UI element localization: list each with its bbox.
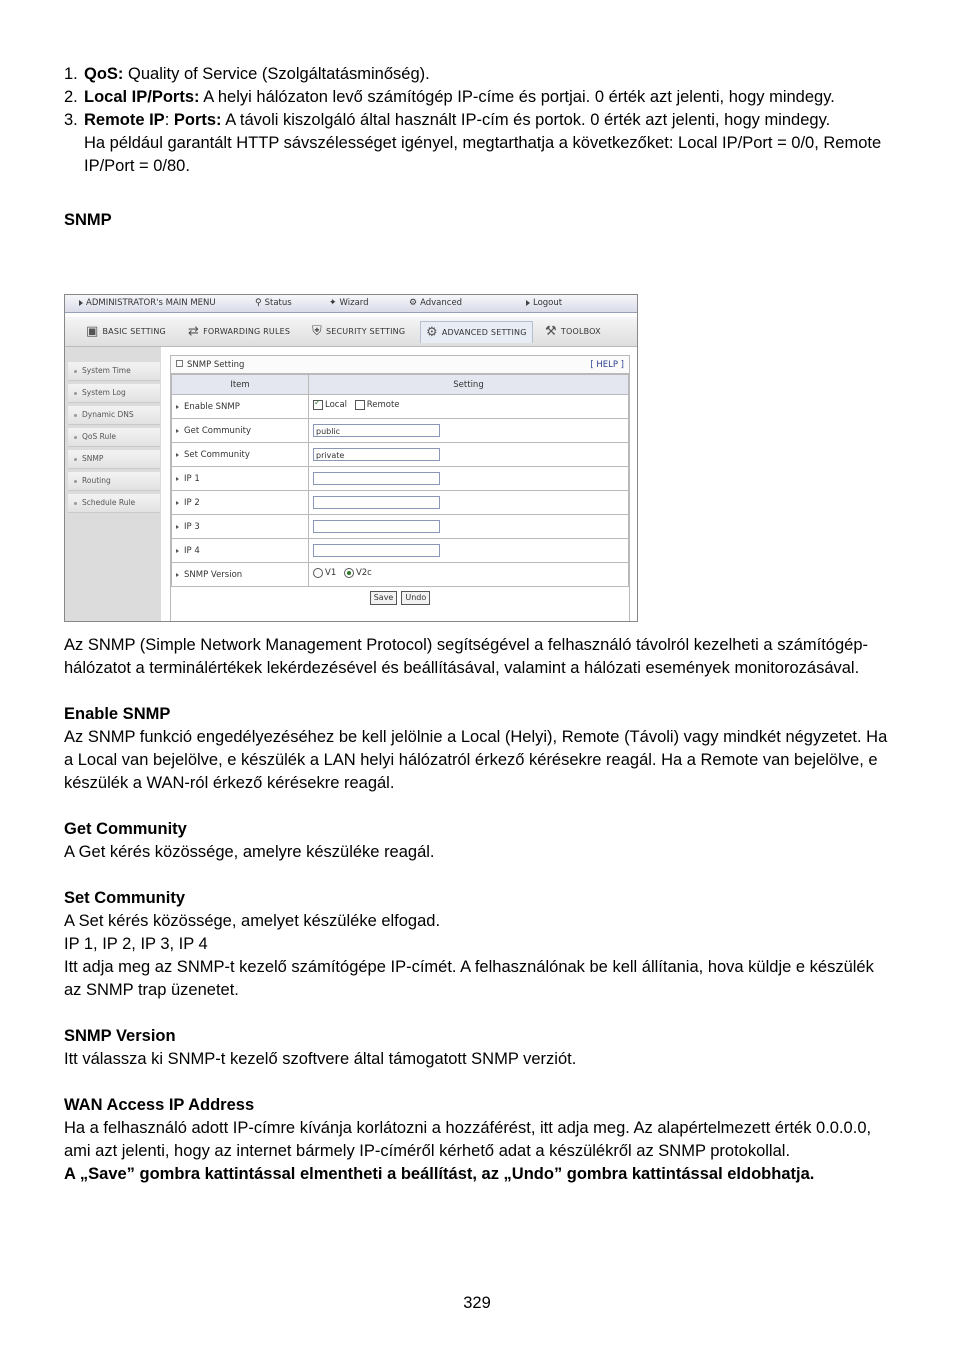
tab-label: TOOLBOX (560, 326, 601, 336)
wizard-icon: ✦ (329, 298, 337, 308)
wizard-label: Wizard (339, 298, 369, 308)
sidebar-item-label: System Log (82, 388, 126, 397)
wizard-link[interactable] (329, 298, 369, 308)
row-label (176, 450, 304, 460)
ip3-input[interactable] (313, 520, 440, 533)
remote-checkbox-option[interactable] (355, 400, 400, 410)
table-row (172, 539, 629, 563)
arrow-right-icon (79, 300, 83, 306)
section-text: Az SNMP funkció engedélyezéséhez be kell jelölnie a Local (Helyi), Remote (Távoli) vagy mindkét négyzetet. Ha a Local van bejelölve, e készülék a LAN helyi hálózatról érkező kérésekre reagál. Ha a Remote van bejelölve, e készülék a WAN-ról érkező kérésekre reagál. (64, 728, 888, 792)
section-heading: Set Community (64, 889, 186, 907)
snmp-settings-table (171, 374, 629, 587)
sidebar-item-dynamic-dns[interactable] (68, 406, 160, 425)
status-label: Status (264, 298, 292, 308)
row-label (176, 570, 304, 580)
admin-main-menu-label: ADMINISTRATOR's MAIN MENU (86, 298, 216, 308)
v2c-radio-option[interactable] (344, 568, 372, 578)
local-checkbox-option[interactable] (313, 400, 347, 410)
section-title: SNMP (64, 211, 112, 229)
arrow-right-icon (176, 549, 179, 553)
ip2-input[interactable] (313, 496, 440, 509)
ip-subheading: IP 1, IP 2, IP 3, IP 4 (64, 935, 208, 953)
advanced-label: Advanced (420, 298, 463, 308)
sidebar-item-snmp[interactable] (68, 450, 160, 469)
logout-link[interactable] (526, 298, 562, 308)
tab-advanced-setting[interactable] (420, 321, 533, 343)
bullet-icon (74, 480, 77, 483)
sidebar-item-system-log[interactable] (68, 384, 160, 403)
list-number: 1. (64, 65, 78, 83)
numbered-list (64, 63, 894, 178)
row-label-text: IP 1 (184, 473, 200, 484)
list-item (64, 63, 894, 86)
arrow-right-icon (176, 573, 179, 577)
row-label (176, 474, 304, 484)
ui-top-menu-bar (65, 295, 637, 313)
remote-checkbox[interactable] (355, 400, 365, 410)
arrow-right-icon (176, 429, 179, 433)
bullet-icon (74, 502, 77, 505)
row-label (176, 498, 304, 508)
v1-radio-option[interactable] (313, 568, 336, 578)
bullet-icon (74, 392, 77, 395)
tab-label: SECURITY SETTING (325, 326, 406, 336)
sidebar-item-label: System Time (82, 366, 131, 375)
section-heading: Enable SNMP (64, 705, 171, 723)
sidebar-item-schedule-rule[interactable] (68, 494, 160, 513)
square-icon (176, 360, 183, 367)
tab-toolbox[interactable] (540, 321, 606, 342)
v1-radio[interactable] (313, 568, 323, 578)
toolbox-icon: ⚒ (545, 324, 557, 339)
set-community-input[interactable]: private (313, 448, 440, 461)
get-community-input[interactable]: public (313, 424, 440, 437)
row-label (176, 426, 304, 436)
forward-icon: ⇄ (188, 324, 200, 339)
bullet-icon (74, 436, 77, 439)
table-row (172, 419, 629, 443)
list-term: Ports: (173, 111, 222, 129)
list-text: A távoli kiszolgáló által használt IP-cím és portok. 0 érték azt jelenti, hogy mindegy. (221, 111, 831, 129)
arrow-right-icon (176, 405, 179, 409)
document-body (64, 63, 894, 232)
v2c-radio[interactable] (344, 568, 354, 578)
panel-header (171, 356, 629, 374)
row-label (176, 402, 304, 412)
intro-paragraph: Az SNMP (Simple Network Management Protocol) segítségével a felhasználó távolról kezelheti a számítógép-hálózatot a terminálértékek lekérdezésével és beállításával, valamint a hálózati események monitorozásával. (64, 636, 868, 677)
button-row (171, 587, 629, 609)
advanced-icon: ⚙ (409, 298, 418, 308)
sidebar-item-system-time[interactable] (68, 362, 160, 381)
document-body-lower (64, 634, 894, 1186)
arrow-right-icon (176, 477, 179, 481)
sidebar-item-routing[interactable] (68, 472, 160, 491)
arrow-right-icon (176, 453, 179, 457)
column-header-item: Item (172, 375, 309, 395)
row-label (176, 522, 304, 532)
checkbox-label: Local (325, 400, 348, 410)
table-row (172, 491, 629, 515)
list-text: A helyi hálózaton levő számítógép IP-címe és portjai. 0 érték azt jelenti, hogy mindegy. (199, 88, 835, 106)
row-label-text: IP 2 (184, 497, 200, 508)
row-label-text: Enable SNMP (184, 401, 240, 412)
table-row (172, 563, 629, 587)
tab-basic-setting[interactable] (81, 321, 171, 342)
bullet-icon (74, 458, 77, 461)
undo-button[interactable]: Undo (401, 591, 430, 605)
list-number: 2. (64, 88, 78, 106)
sidebar-item-label: SNMP (82, 454, 104, 463)
tab-security-setting[interactable] (307, 321, 410, 342)
sidebar-item-qos-rule[interactable] (68, 428, 160, 447)
enable-snmp-section (64, 703, 894, 795)
list-text: Quality of Service (Szolgáltatásminőség). (123, 65, 430, 83)
ip4-input[interactable] (313, 544, 440, 557)
sidebar-item-label: Dynamic DNS (82, 410, 134, 419)
arrow-right-icon (176, 501, 179, 505)
shield-icon: ⛨ (312, 324, 322, 339)
gear-icon: ⚙ (426, 325, 438, 340)
list-term: Remote IP (84, 111, 165, 129)
list-term: Local IP/Ports: (84, 88, 200, 106)
row-label-text: Get Community (184, 425, 252, 436)
row-label-text: Set Community (184, 449, 250, 460)
tab-label: BASIC SETTING (102, 326, 166, 336)
ui-tab-bar (65, 317, 637, 347)
row-label-text: IP 4 (184, 545, 200, 556)
status-icon: ⚲ (255, 298, 262, 308)
wan-access-section (64, 1094, 894, 1186)
section-text: Itt válassza ki SNMP-t kezelő szoftvere által támogatott SNMP verziót. (64, 1050, 577, 1068)
list-number: 3. (64, 111, 78, 129)
status-link[interactable] (255, 298, 292, 308)
table-row (172, 395, 629, 419)
section-text: Itt adja meg az SNMP-t kezelő számítógépe IP-címét. A felhasználónak be kell állítania, hova küldje e készülék az SNMP trap üzenetet. (64, 958, 874, 999)
section-heading: SNMP Version (64, 1027, 176, 1045)
ip1-input[interactable] (313, 472, 440, 485)
snmp-setting-panel (170, 355, 630, 622)
bullet-icon (74, 370, 77, 373)
section-text: A Get kérés közössége, amelyre készüléke reagál. (64, 843, 435, 861)
section-heading: Get Community (64, 820, 187, 838)
tab-label: FORWARDING RULES (203, 326, 291, 336)
tab-label: ADVANCED SETTING (441, 327, 527, 337)
local-checkbox[interactable] (313, 400, 323, 410)
list-term: QoS: (84, 65, 124, 83)
ui-sidebar (65, 347, 161, 621)
monitor-icon: ▣ (86, 324, 99, 339)
arrow-right-icon (526, 300, 530, 306)
radio-label: V2c (355, 568, 372, 578)
advanced-link[interactable] (409, 298, 462, 308)
sidebar-item-label: QoS Rule (82, 432, 116, 441)
get-community-section (64, 818, 894, 864)
table-row (172, 515, 629, 539)
column-header-setting: Setting (309, 375, 629, 395)
row-label-text: IP 3 (184, 521, 200, 532)
router-ui-screenshot (64, 294, 638, 622)
section-heading: WAN Access IP Address (64, 1096, 255, 1114)
checkbox-label: Remote (366, 400, 400, 410)
panel-title (176, 360, 244, 370)
row-label (176, 546, 304, 556)
list-item (64, 109, 894, 178)
table-row (172, 467, 629, 491)
sidebar-item-label: Routing (82, 476, 111, 485)
list-extra-text: Ha például garantált HTTP sávszélességet igényel, megtarthatja a következőket: Local IP/Port = 0/0, Remote IP/Port = 0/80. (84, 134, 882, 175)
sidebar-item-label: Schedule Rule (82, 498, 136, 507)
save-undo-note: A „Save” gombra kattintással elmentheti a beállítást, az „Undo” gombra kattintással eldobhatja. (64, 1165, 815, 1183)
help-link[interactable]: [ HELP ] (590, 359, 624, 370)
logout-label: Logout (533, 298, 563, 308)
admin-main-menu-link[interactable] (79, 298, 216, 308)
list-separator: : (164, 111, 174, 129)
panel-title-text: SNMP Setting (187, 359, 245, 370)
bullet-icon (74, 414, 77, 417)
snmp-version-section (64, 1025, 894, 1071)
page-number: 329 (463, 1294, 491, 1312)
section-text: A Set kérés közössége, amelyet készüléke elfogad. (64, 912, 441, 930)
row-label-text: SNMP Version (184, 569, 243, 580)
arrow-right-icon (176, 525, 179, 529)
radio-label: V1 (325, 568, 337, 578)
table-row (172, 443, 629, 467)
section-text: Ha a felhasználó adott IP-címre kívánja korlátozni a hozzáférést, itt adja meg. Az alapértelmezett érték 0.0.0.0, ami azt jelenti, hogy az internet bármely IP-címéről kérhető adat a készülékről az SNMP protokollal. (64, 1119, 872, 1160)
table-header-row (172, 375, 629, 395)
save-button[interactable]: Save (370, 591, 398, 605)
list-item (64, 86, 894, 109)
set-community-section (64, 887, 894, 1002)
tab-forwarding-rules[interactable] (183, 321, 295, 342)
